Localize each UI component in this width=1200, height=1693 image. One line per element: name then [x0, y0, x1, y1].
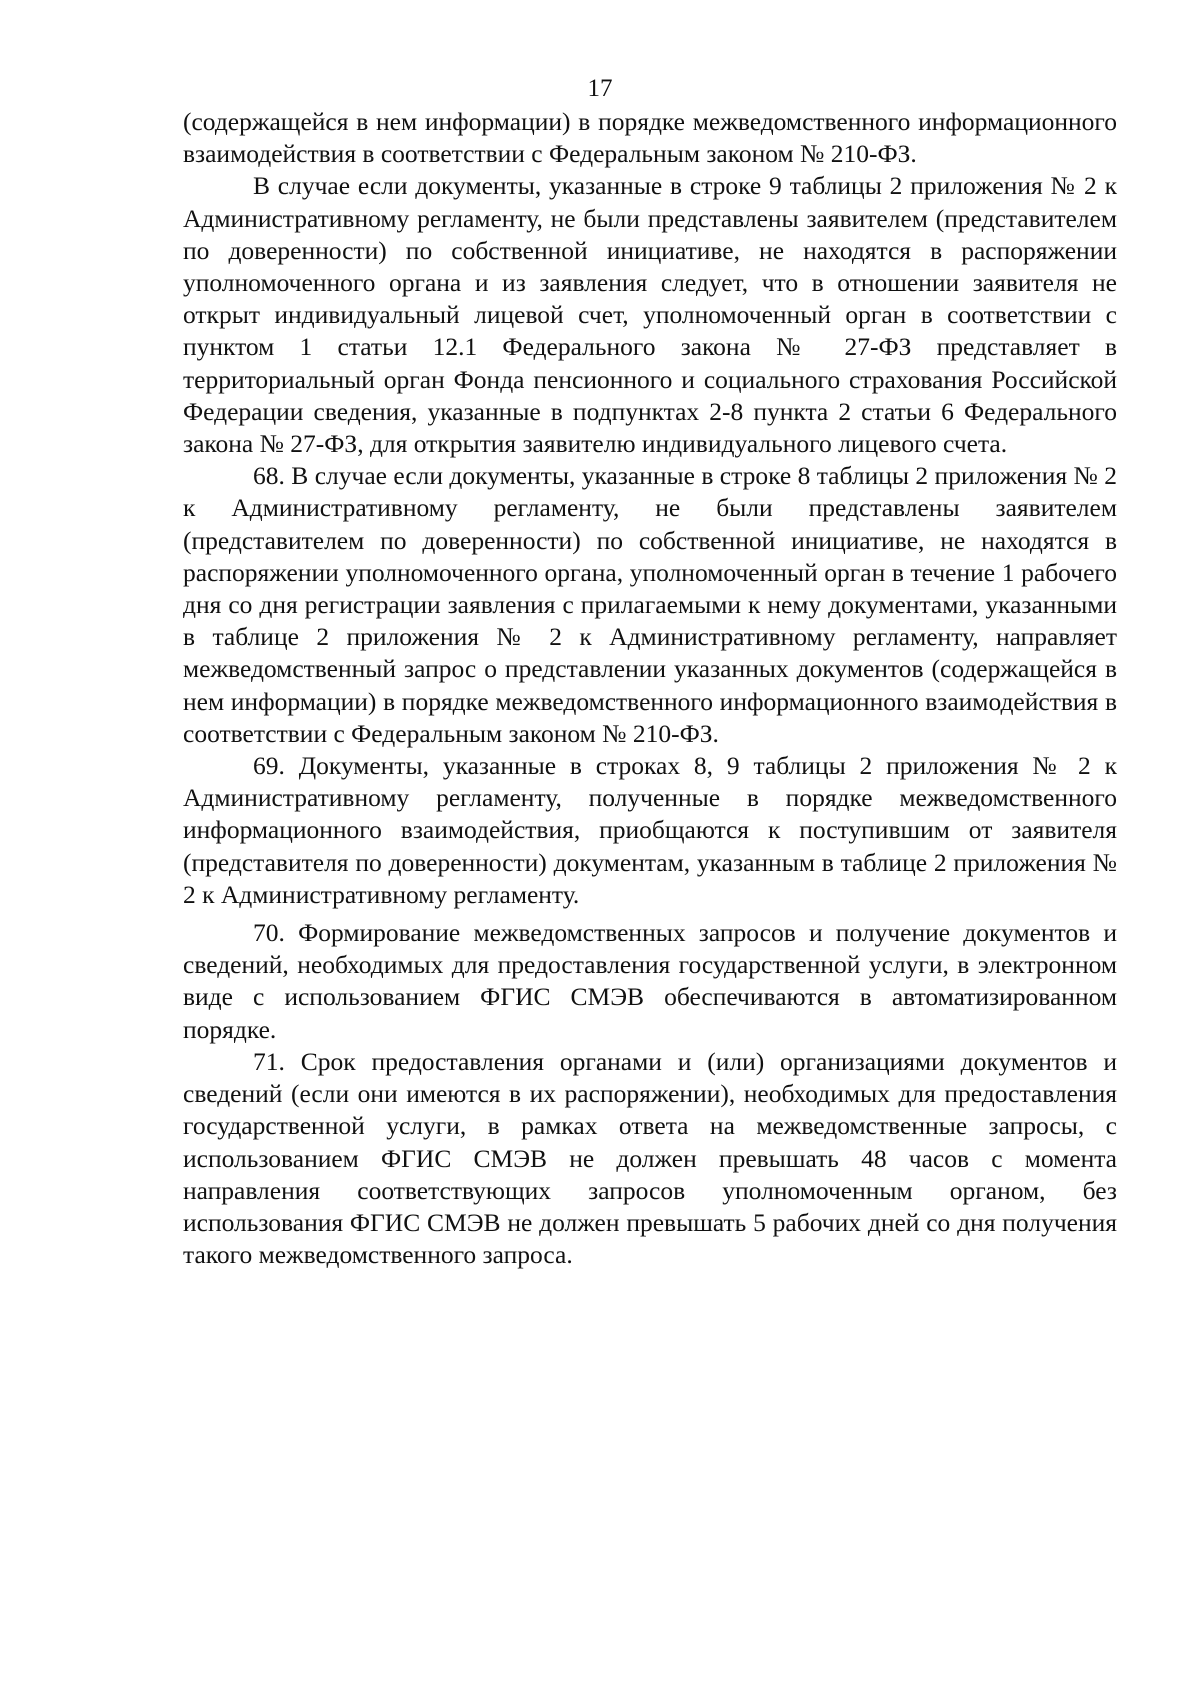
paragraph-clause-68: 68. В случае если документы, указанные в строке 8 таблицы 2 приложения № 2 к Административному регламенту, не были представлены заявителем (представителем по доверенности) по собственной инициативе, не находятся в распоряжении уполномоченного органа, уполномоченный орган в течение 1 рабочего дня со дня регистрации заявления с прилагаемыми к нему документами, указанными в таблице 2 приложения № 2 к Административному регламенту, направляет межведомственный запрос о представлении указанных документов (содержащейся в нем информации) в порядке межведомственного информационного взаимодействия в соответствии с Федеральным законом № 210-ФЗ. — [183, 461, 1117, 748]
paragraph-clause-70: 70. Формирование межведомственных запросов и получение документов и сведений, необходимых для предоставления государственной услуги, в электронном виде с использованием ФГИС СМЭВ обеспечиваются в автоматизированном порядке. — [183, 918, 1117, 1044]
paragraph-continuation: (содержащейся в нем информации) в порядке межведомственного информационного взаимодействия в соответствии с Федеральным законом № 210-ФЗ. — [183, 107, 1117, 169]
paragraph-personal-account: В случае если документы, указанные в строке 9 таблицы 2 приложения № 2 к Административному регламенту, не были представлены заявителем (представителем по доверенности) по собственной инициативе, не находятся в распоряжении уполномоченного органа и из заявления следует, что в отношении заявителя не открыт индивидуальный лицевой счет, уполномоченный орган в соответствии с пунктом 1 статьи 12.1 Федерального закона № 27-ФЗ представляет в территориальный орган Фонда пенсионного и социального страхования Российской Федерации сведения, указанные в подпунктах 2-8 пункта 2 статьи 6 Федерального закона № 27-ФЗ, для открытия заявителю индивидуального лицевого счета. — [183, 171, 1117, 459]
page-number: 17 — [587, 75, 613, 102]
paragraph-clause-69: 69. Документы, указанные в строках 8, 9 таблицы 2 приложения № 2 к Административному регламенту, полученные в порядке межведомственного информационного взаимодействия, приобщаются к поступившим от заявителя (представителя по доверенности) документам, указанным в таблице 2 приложения № 2 к Административному регламенту. — [183, 751, 1117, 909]
document-body — [183, 106, 1117, 1271]
paragraph-clause-71: 71. Срок предоставления органами и (или) организациями документов и сведений (если они имеются в их распоряжении), необходимых для предоставления государственной услуги, в рамках ответа на межведомственные запросы, с использованием ФГИС СМЭВ не должен превышать 48 часов с момента направления соответствующих запросов уполномоченным органом, без использования ФГИС СМЭВ не должен превышать 5 рабочих дней со дня получения такого межведомственного запроса. — [183, 1046, 1117, 1270]
